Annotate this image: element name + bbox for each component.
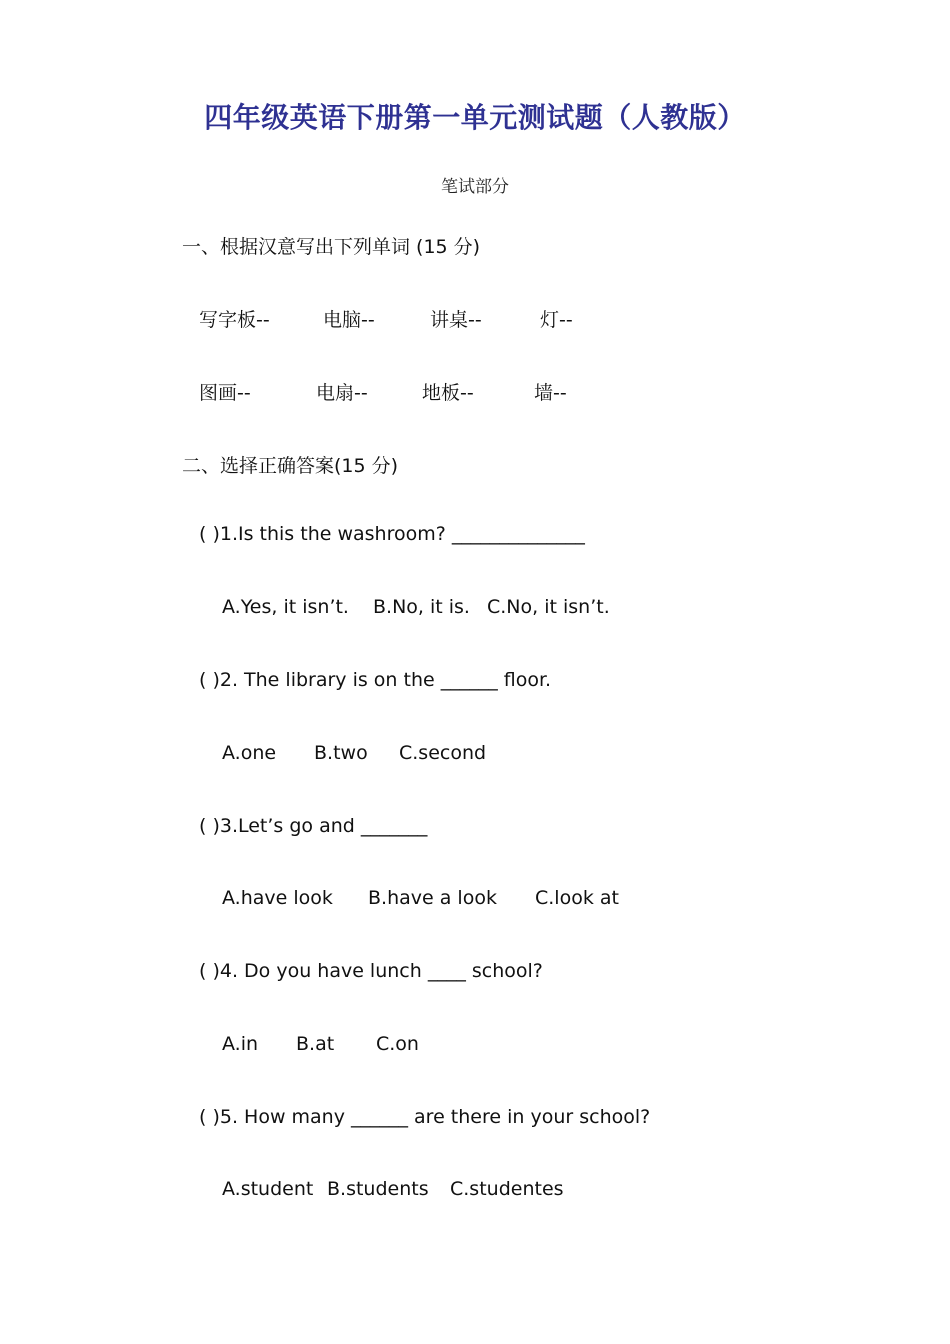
vocab-item: 写字板--: [199, 309, 270, 331]
option-c: C.No, it isn’t.: [487, 596, 610, 618]
option-c: C.on: [376, 1033, 419, 1055]
option-a: A.Yes, it isn’t.: [222, 596, 349, 618]
option-c: C.studentes: [450, 1178, 564, 1200]
option-b: B.at: [296, 1033, 335, 1055]
option-a: A.have look: [222, 887, 333, 909]
vocab-item: 墙--: [534, 382, 567, 404]
vocab-item: 电扇--: [316, 382, 368, 404]
option-a: A.student: [222, 1178, 314, 1200]
option-a: A.one: [222, 742, 277, 764]
vocab-item: 电脑--: [323, 309, 375, 331]
option-b: B.have a look: [368, 887, 497, 909]
question-1: ( )1.Is this the washroom? ______________: [199, 523, 585, 545]
page-title: 四年级英语下册第一单元测试题（人教版）: [204, 101, 746, 134]
vocab-item: 地板--: [422, 382, 474, 404]
vocab-item: 图画--: [199, 382, 251, 404]
question-2: ( )2. The library is on the ______ floor.: [199, 669, 552, 691]
option-b: B.No, it is.: [373, 596, 470, 618]
question-5: ( )5. How many ______ are there in your school?: [199, 1106, 651, 1128]
vocab-item: 讲桌--: [430, 309, 482, 331]
section-1-heading: 一、根据汉意写出下列单词 (15 分): [182, 236, 481, 258]
option-c: C.second: [399, 742, 487, 764]
option-b: B.two: [314, 742, 368, 764]
vocab-item: 灯--: [540, 309, 573, 331]
option-a: A.in: [222, 1033, 259, 1055]
section-2-heading: 二、选择正确答案(15 分): [182, 455, 399, 477]
question-4: ( )4. Do you have lunch ____ school?: [199, 960, 543, 982]
question-3: ( )3.Let’s go and _______: [199, 815, 428, 837]
option-b: B.students: [327, 1178, 429, 1200]
option-c: C.look at: [535, 887, 619, 909]
page-subtitle: 笔试部分: [441, 177, 509, 197]
